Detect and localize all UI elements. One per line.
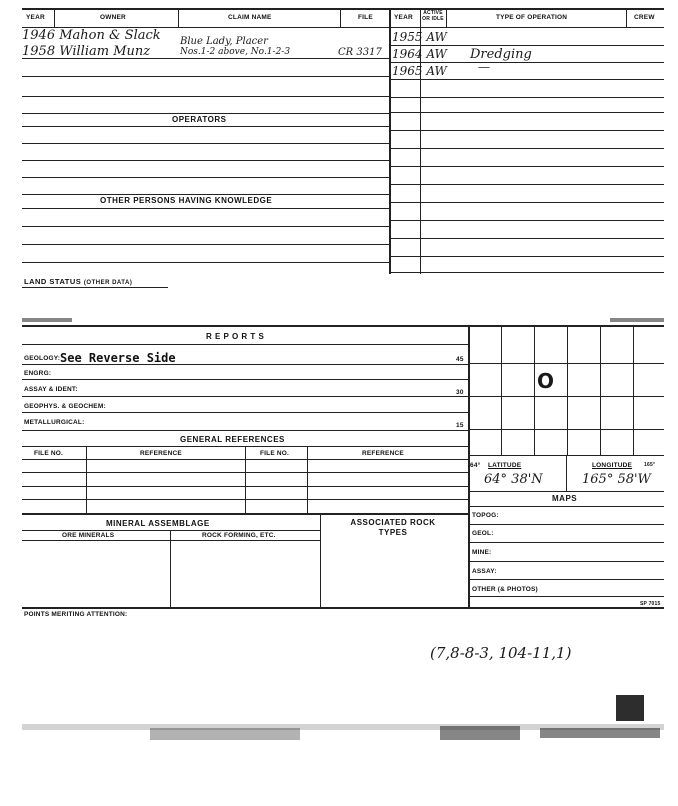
row-number-30: 30 <box>456 389 464 396</box>
grid-line <box>468 396 664 397</box>
row-line <box>468 579 664 580</box>
row-line <box>22 226 390 227</box>
row-line <box>390 238 664 239</box>
assay-map-label: ASSAY: <box>472 568 497 575</box>
scan-artifact <box>540 728 660 738</box>
longitude-value: 165° 58'W <box>582 472 651 487</box>
row-line <box>22 244 390 245</box>
operators-title: OPERATORS <box>172 115 227 124</box>
divider <box>446 9 447 27</box>
col-owner: OWNER <box>100 14 126 21</box>
other-photos-label: OTHER (& PHOTOS) <box>472 586 538 593</box>
longitude-suffix: 165° <box>644 462 656 468</box>
row-line <box>390 62 664 63</box>
ore-minerals-header: ORE MINERALS <box>62 532 115 539</box>
reference-header-2: REFERENCE <box>362 450 404 457</box>
mineral-assemblage-title: MINERAL ASSEMBLAGE <box>106 519 210 528</box>
operation-year-2: 1964 AW <box>392 47 447 61</box>
grid-location-mark: O <box>537 369 555 393</box>
row-line <box>22 113 390 114</box>
col-crew: CREW <box>634 14 655 21</box>
row-line <box>390 220 664 221</box>
row-line <box>22 364 468 365</box>
claim-name-line1: Blue Lady, Placer <box>180 36 268 47</box>
grid-line <box>633 325 634 455</box>
row-line <box>22 96 390 97</box>
grid-line <box>534 325 535 455</box>
row-line <box>22 194 390 195</box>
operation-year-1: 1955 AW <box>392 30 447 44</box>
scan-artifact <box>150 728 300 740</box>
owner-entry-2: 1958 William Munz <box>22 44 151 59</box>
assay-ident-label: ASSAY & IDENT: <box>24 386 78 393</box>
geology-value: See Reverse Side <box>60 351 176 365</box>
row-line <box>390 272 664 273</box>
land-status-sub: (OTHER DATA) <box>83 280 133 286</box>
row-line <box>390 45 664 46</box>
row-line <box>22 76 390 77</box>
general-references-title: GENERAL REFERENCES <box>180 435 285 444</box>
geol-label: GEOL: <box>472 530 494 537</box>
topog-label: TOPOG: <box>472 512 499 519</box>
row-line <box>390 202 664 203</box>
geophys-label: GEOPHYS. & GEOCHEM: <box>24 403 106 410</box>
row-line <box>390 130 664 131</box>
latitude-label: LATITUDE <box>488 462 522 469</box>
row-line <box>22 160 390 161</box>
other-persons-title: OTHER PERSONS HAVING KNOWLEDGE <box>100 196 273 205</box>
divider <box>54 9 55 27</box>
col-year: YEAR <box>26 14 45 21</box>
divider <box>307 446 308 513</box>
col-claim-name: CLAIM NAME <box>228 14 272 21</box>
row-line <box>468 491 664 492</box>
reports-title: R E P O R T S <box>206 332 265 341</box>
engrg-label: ENGRG: <box>24 370 52 377</box>
row-line <box>468 596 664 597</box>
row-line <box>468 524 664 525</box>
row-line <box>22 177 390 178</box>
claim-file: CR 3317 <box>338 47 382 58</box>
claim-name-line2: Nos.1-2 above, No.1-2-3 <box>180 47 291 57</box>
grid-line <box>567 325 568 455</box>
owner-entry-1: 1946 Mahon & Slack <box>22 28 161 43</box>
operation-type-2: Dredging <box>470 47 532 62</box>
row-line <box>468 561 664 562</box>
grid-line <box>468 429 664 430</box>
form-number: SP 7015 <box>640 601 661 607</box>
row-line <box>22 262 390 263</box>
row-line <box>390 148 664 149</box>
divider <box>178 9 179 27</box>
scan-artifact-block <box>616 695 644 721</box>
grid-line <box>600 325 601 455</box>
divider <box>320 513 321 607</box>
top-border <box>22 8 664 10</box>
associated-rock-types-header: ASSOCIATED ROCK TYPES <box>350 518 436 537</box>
row-line <box>468 506 664 507</box>
row-line <box>390 79 664 80</box>
row-line <box>22 379 468 380</box>
row-line <box>390 97 664 98</box>
row-line <box>22 396 468 397</box>
points-note: (7,8-8-3, 104-11,1) <box>430 644 572 662</box>
divider <box>245 446 246 513</box>
land-status-underline <box>22 287 168 288</box>
land-status-title <box>24 277 132 286</box>
latitude-prefix: 64° <box>470 462 481 469</box>
longitude-label: LONGITUDE <box>592 462 633 469</box>
file-no-header-2: FILE NO. <box>260 450 290 457</box>
mine-label: MINE: <box>472 549 492 556</box>
row-line <box>22 530 320 531</box>
maps-title: MAPS <box>552 494 578 503</box>
col-year-2: YEAR <box>394 14 413 21</box>
operation-year-3: 1965 AW <box>392 64 447 78</box>
col-active-idle: ACTIVE OR IDLE <box>422 10 444 22</box>
row-line <box>22 208 390 209</box>
row-line <box>22 344 468 345</box>
row-line <box>390 256 664 257</box>
col-file: FILE <box>358 14 373 21</box>
scan-artifact <box>440 726 520 740</box>
file-no-header-1: FILE NO. <box>34 450 64 457</box>
row-line <box>22 540 320 541</box>
divider <box>170 530 171 607</box>
grid-line <box>468 363 664 364</box>
divider <box>86 446 87 513</box>
row-number-45: 45 <box>456 356 464 363</box>
geology-label: GEOLOGY: <box>24 355 61 362</box>
row-line <box>390 112 664 113</box>
points-meriting-attention-label: POINTS MERITING ATTENTION: <box>24 611 128 618</box>
latitude-value: 64° 38'N <box>484 472 543 487</box>
divider <box>626 9 627 27</box>
reference-header-1: REFERENCE <box>140 450 182 457</box>
row-line <box>390 184 664 185</box>
scan-smudge <box>610 318 664 322</box>
scan-smudge <box>22 318 72 322</box>
row-line <box>22 126 390 127</box>
rock-forming-header: ROCK FORMING, ETC. <box>202 532 276 539</box>
row-line <box>468 542 664 543</box>
row-line <box>22 143 390 144</box>
row-line <box>390 166 664 167</box>
row-line <box>22 430 468 431</box>
section-bottom-border <box>22 607 664 609</box>
metallurgical-label: METALLURGICAL: <box>24 419 85 426</box>
col-type-of-operation: TYPE OF OPERATION <box>496 14 568 21</box>
row-number-15: 15 <box>456 422 464 429</box>
land-status-label: LAND STATUS <box>24 277 82 286</box>
row-line <box>22 412 468 413</box>
operation-type-3: — <box>478 60 490 74</box>
row-line <box>22 513 468 515</box>
divider <box>340 9 341 27</box>
divider <box>566 455 567 491</box>
main-divider <box>389 9 391 274</box>
grid-line <box>501 325 502 455</box>
